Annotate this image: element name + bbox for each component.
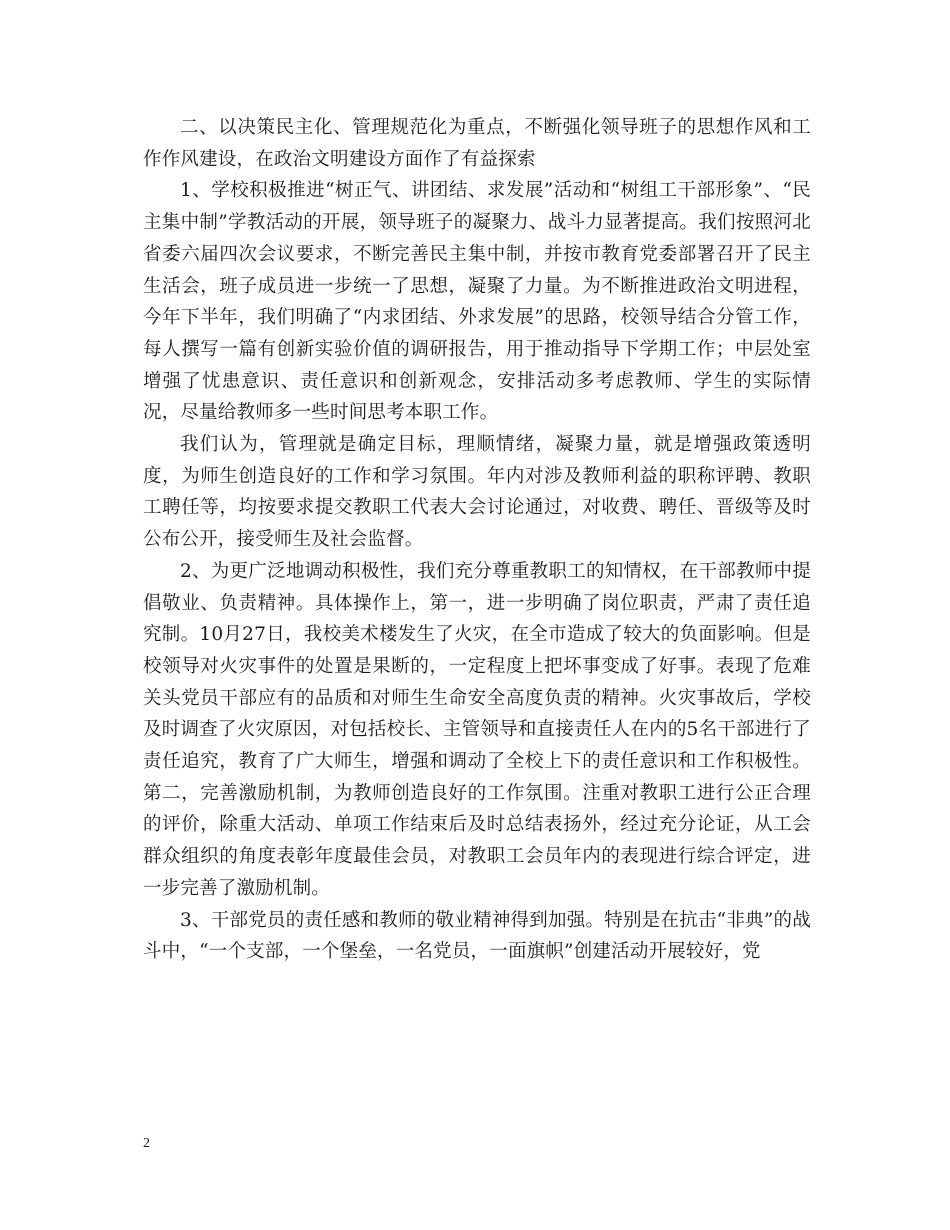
paragraph-management: 我们认为，管理就是确定目标，理顺情绪，凝聚力量，就是增强政策透明度，为师生创造良好的工作和学习氛围。年内对涉及教师利益的职称评聘、教职工聘任等，均按要求提交教职工代表大会讨论通过，对收费、聘任、晋级等及时公布公开，接受师生及社会监督。 [143, 434, 811, 551]
paragraph-item-2: 2、为更广泛地调动积极性，我们充分尊重教职工的知情权，在干部教师中提倡敬业、负责精神。具体操作上，第一，进一步明确了岗位职责，严肃了责任追究制。10月27日，我校美术楼发生了火灾，在全市造成了较大的负面影响。但是校领导对火灾事件的处置是果断的，一定程度上把坏事变成了好事。表现了危难关头党员干部应有的品质和对师生生命安全高度负责的精神。火灾事故后，学校及时调查了火灾原因，对包括校长、主管领导和直接责任人在内的5名干部进行了责任追究，教育了广大师生，增强和调动了全校上下的责任意识和工作积极性。第二，完善激励机制，为教师创造良好的工作氛围。注重对教职工进行公正合理的评价，除重大活动、单项工作结束后及时总结表扬外，经过充分论证，从工会群众组织的角度表彰年度最佳会员，对教职工会员年内的表现进行综合评定，进一步完善了激励机制。 [143, 560, 811, 899]
document-body [143, 112, 811, 968]
paragraph-section-heading: 二、以决策民主化、管理规范化为重点，不断强化领导班子的思想作风和工作作风建设，在政治文明建设方面作了有益探索 [143, 117, 811, 170]
paragraph-item-3: 3、干部党员的责任感和教师的敬业精神得到加强。特别是在抗击“非典”的战斗中，“一个支部，一个堡垒，一名党员，一面旗帜”创建活动开展较好，党 [143, 909, 811, 963]
page-number: 2 [143, 1136, 150, 1151]
paragraph-item-1: 1、学校积极推进“树正气、讲团结、求发展”活动和“树组工干部形象”、“民主集中制”学教活动的开展，领导班子的凝聚力、战斗力显著提高。我们按照河北省委六届四次会议要求，不断完善民主集中制，并按市教育党委部署召开了民主生活会，班子成员进一步统一了思想，凝聚了力量。为不断推进政治文明进程，今年下半年，我们明确了“内求团结、外求发展”的思路，校领导结合分管工作，每人撰写一篇有创新实验价值的调研报告，用于推动指导下学期工作；中层处室增强了忧患意识、责任意识和创新观念，安排活动多考虑教师、学生的实际情况，尽量给教师多一些时间思考本职工作。 [143, 180, 811, 424]
